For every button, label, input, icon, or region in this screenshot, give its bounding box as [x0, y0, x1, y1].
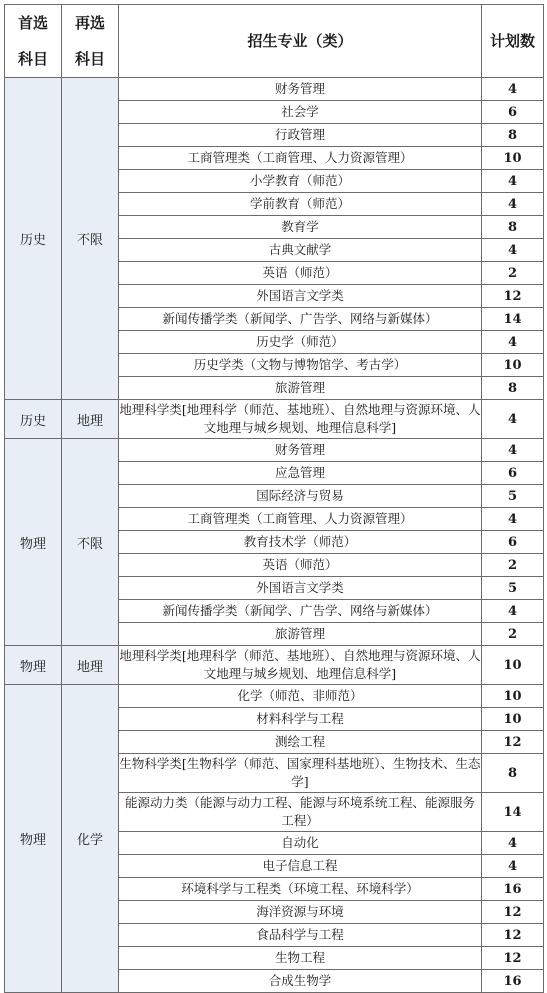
- plan-count-cell: 4: [482, 170, 544, 193]
- major-cell: 环境科学与工程类（环境工程、环境科学）: [119, 878, 482, 901]
- second-subject-cell: 不限: [62, 439, 119, 646]
- table-row: [5, 78, 544, 101]
- first-subject-cell: 物理: [5, 646, 62, 685]
- major-cell: 电子信息工程: [119, 855, 482, 878]
- table-row: [5, 685, 544, 708]
- plan-count-cell: 4: [482, 331, 544, 354]
- table-row: [5, 400, 544, 439]
- plan-count-cell: 2: [482, 623, 544, 646]
- plan-count-cell: 10: [482, 646, 544, 685]
- major-cell: 英语（师范）: [119, 554, 482, 577]
- major-cell: 教育技术学（师范）: [119, 531, 482, 554]
- plan-count-cell: 4: [482, 239, 544, 262]
- plan-count-cell: 4: [482, 508, 544, 531]
- major-cell: 能源动力类（能源与动力工程、能源与环境系统工程、能源服务工程）: [119, 793, 482, 832]
- plan-count-cell: 8: [482, 377, 544, 400]
- plan-count-cell: 6: [482, 531, 544, 554]
- major-cell: 化学（师范、非师范）: [119, 685, 482, 708]
- plan-count-cell: 4: [482, 439, 544, 462]
- first-subject-cell: 物理: [5, 439, 62, 646]
- plan-count-cell: 5: [482, 485, 544, 508]
- major-cell: 地理科学类[地理科学（师范、基地班）、自然地理与资源环境、人文地理与城乡规划、地理信息科学]: [119, 400, 482, 439]
- plan-count-cell: 6: [482, 101, 544, 124]
- major-cell: 测绘工程: [119, 731, 482, 754]
- header-plan-count: 计划数: [482, 5, 544, 78]
- plan-count-cell: 5: [482, 577, 544, 600]
- major-cell: 财务管理: [119, 78, 482, 101]
- plan-count-cell: 4: [482, 78, 544, 101]
- major-cell: 工商管理类（工商管理、人力资源管理）: [119, 508, 482, 531]
- plan-count-cell: 10: [482, 354, 544, 377]
- plan-count-cell: 16: [482, 970, 544, 993]
- plan-count-cell: 8: [482, 216, 544, 239]
- second-subject-cell: 不限: [62, 78, 119, 400]
- plan-count-cell: 8: [482, 124, 544, 147]
- second-subject-cell: 地理: [62, 646, 119, 685]
- major-cell: 外国语言文学类: [119, 285, 482, 308]
- header-major: 招生专业（类）: [119, 5, 482, 78]
- plan-count-cell: 10: [482, 685, 544, 708]
- plan-count-cell: 4: [482, 600, 544, 623]
- major-cell: 应急管理: [119, 462, 482, 485]
- major-cell: 工商管理类（工商管理、人力资源管理）: [119, 147, 482, 170]
- first-subject-cell: 物理: [5, 685, 62, 993]
- major-cell: 生物工程: [119, 947, 482, 970]
- plan-count-cell: 8: [482, 754, 544, 793]
- plan-count-cell: 4: [482, 193, 544, 216]
- major-cell: 旅游管理: [119, 623, 482, 646]
- major-cell: 教育学: [119, 216, 482, 239]
- table-row: [5, 439, 544, 462]
- major-cell: 地理科学类[地理科学（师范、基地班）、自然地理与资源环境、人文地理与城乡规划、地理信息科学]: [119, 646, 482, 685]
- first-subject-cell: 历史: [5, 400, 62, 439]
- first-subject-cell: 历史: [5, 78, 62, 400]
- table-row: [5, 646, 544, 685]
- plan-count-cell: 12: [482, 947, 544, 970]
- major-cell: 行政管理: [119, 124, 482, 147]
- header-second-subject: 再选 科目: [62, 5, 119, 78]
- plan-count-cell: 4: [482, 855, 544, 878]
- major-cell: 历史学（师范）: [119, 331, 482, 354]
- plan-count-cell: 12: [482, 731, 544, 754]
- enrollment-plan-table: [4, 4, 544, 993]
- major-cell: 小学教育（师范）: [119, 170, 482, 193]
- plan-count-cell: 12: [482, 924, 544, 947]
- major-cell: 古典文献学: [119, 239, 482, 262]
- major-cell: 历史学类（文物与博物馆学、考古学）: [119, 354, 482, 377]
- plan-count-cell: 16: [482, 878, 544, 901]
- major-cell: 国际经济与贸易: [119, 485, 482, 508]
- major-cell: 新闻传播学类（新闻学、广告学、网络与新媒体）: [119, 600, 482, 623]
- table-body: [5, 78, 544, 993]
- major-cell: 旅游管理: [119, 377, 482, 400]
- major-cell: 学前教育（师范）: [119, 193, 482, 216]
- second-subject-cell: 地理: [62, 400, 119, 439]
- major-cell: 自动化: [119, 832, 482, 855]
- plan-count-cell: 14: [482, 308, 544, 331]
- major-cell: 材料科学与工程: [119, 708, 482, 731]
- table-header: [5, 5, 544, 78]
- plan-count-cell: 12: [482, 285, 544, 308]
- major-cell: 食品科学与工程: [119, 924, 482, 947]
- major-cell: 生物科学类[生物科学（师范、国家理科基地班）、生物技术、生态学]: [119, 754, 482, 793]
- plan-count-cell: 10: [482, 147, 544, 170]
- major-cell: 新闻传播学类（新闻学、广告学、网络与新媒体）: [119, 308, 482, 331]
- major-cell: 外国语言文学类: [119, 577, 482, 600]
- plan-count-cell: 6: [482, 462, 544, 485]
- major-cell: 社会学: [119, 101, 482, 124]
- major-cell: 财务管理: [119, 439, 482, 462]
- plan-count-cell: 2: [482, 554, 544, 577]
- header-first-subject: 首选 科目: [5, 5, 62, 78]
- plan-count-cell: 2: [482, 262, 544, 285]
- plan-count-cell: 4: [482, 400, 544, 439]
- major-cell: 英语（师范）: [119, 262, 482, 285]
- major-cell: 合成生物学: [119, 970, 482, 993]
- plan-count-cell: 4: [482, 832, 544, 855]
- major-cell: 海洋资源与环境: [119, 901, 482, 924]
- plan-count-cell: 14: [482, 793, 544, 832]
- plan-count-cell: 12: [482, 901, 544, 924]
- second-subject-cell: 化学: [62, 685, 119, 993]
- plan-count-cell: 10: [482, 708, 544, 731]
